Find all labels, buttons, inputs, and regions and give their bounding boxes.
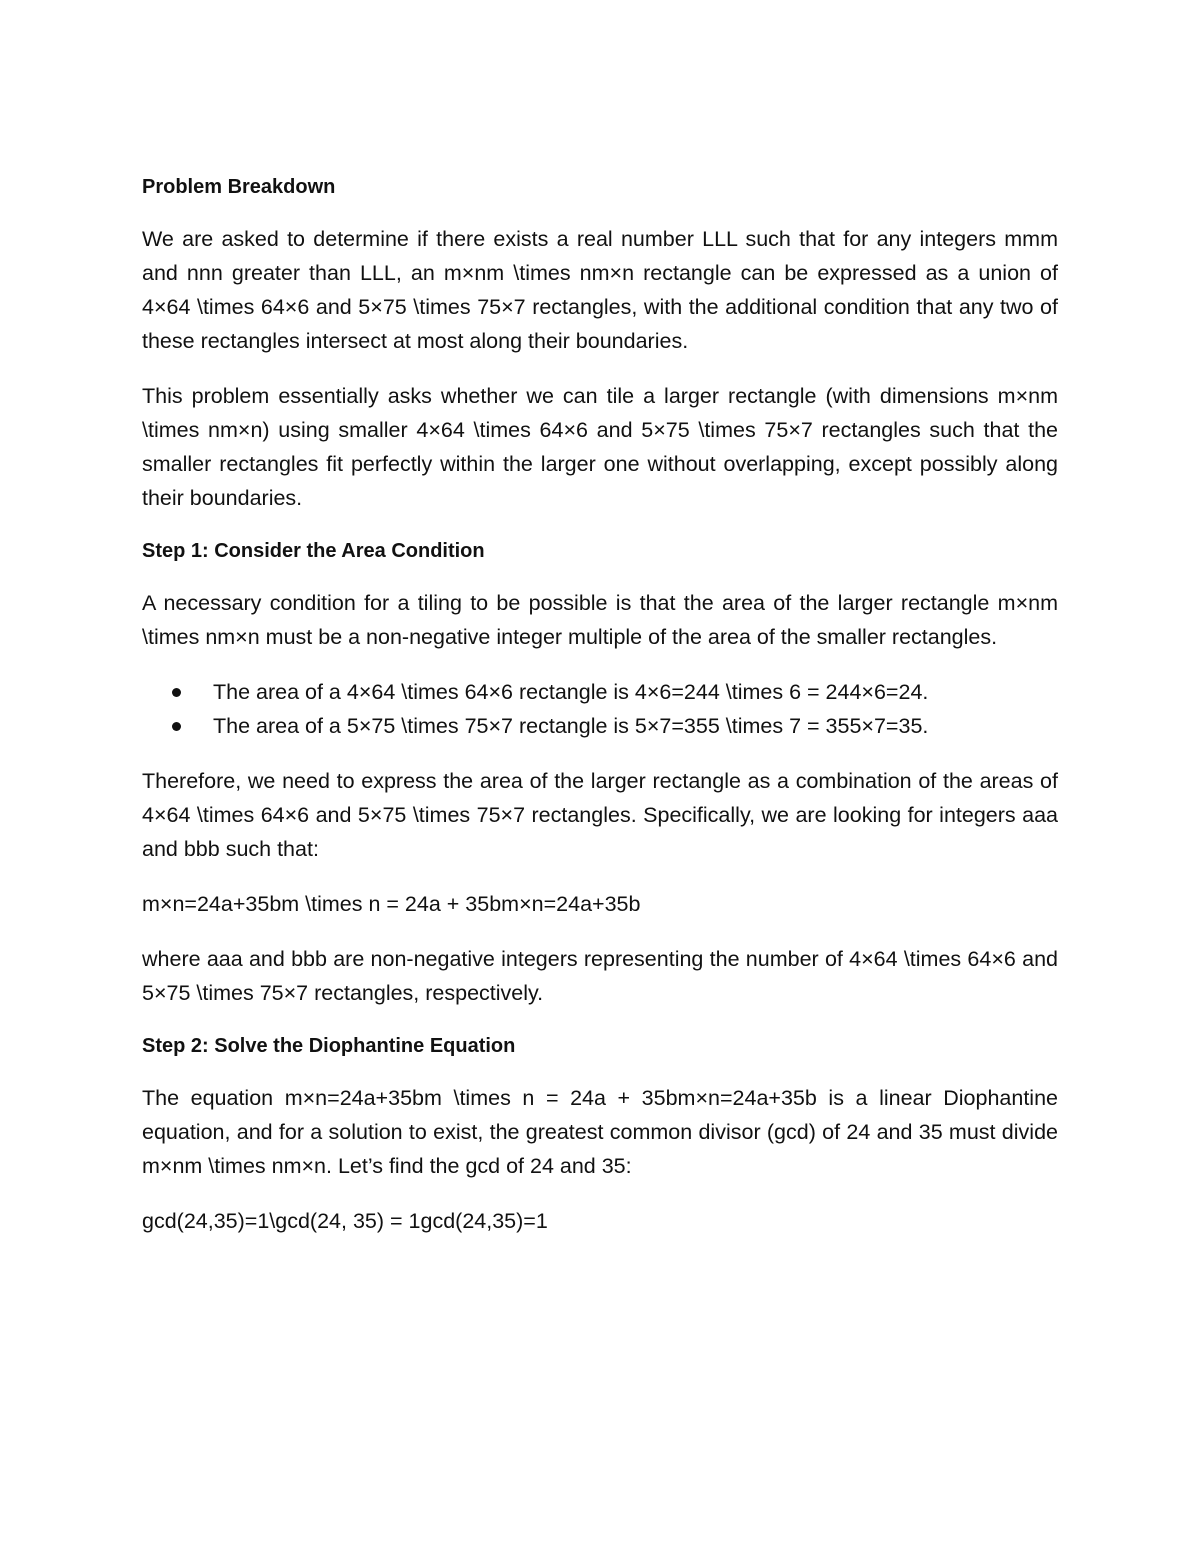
step1-paragraph-3: where aaa and bbb are non-negative integers representing the number of 4×64 \times 64×6 and 5×75 \times 75×7 rectangles, respectively.: [142, 947, 1058, 1005]
intro-paragraph-2: This problem essentially asks whether we can tile a larger rectangle (with dimensions m×nm \times nm×n) using smaller 4×64 \times 64×6 and 5×75 \times 75×7 rectangles such that the smaller rectangles fit perfectly within the larger one without overlapping, except possibly along their boundaries.: [142, 384, 1058, 510]
bullet-icon: [172, 688, 181, 697]
intro-paragraph-1: We are asked to determine if there exists a real number LLL such that for any integers mmm and nnn greater than LLL, an m×nm \times nm×n rectangle can be expressed as a union of 4×64 \times 64×6 and 5×75 \times 75×7 rectangles, with the additional condition that any two of these rectangles intersect at most along their boundaries.: [142, 227, 1058, 353]
step1-equation: m×n=24a+35bm \times n = 24a + 35bm×n=24a+35b: [142, 892, 641, 916]
step2-heading: Step 2: Solve the Diophantine Equation: [142, 1035, 516, 1057]
area-bullet-list: [142, 675, 1058, 743]
document-title: Problem Breakdown: [142, 176, 336, 198]
document-page: [142, 172, 1058, 1259]
step1-paragraph: A necessary condition for a tiling to be possible is that the area of the larger rectangle m×nm \times nm×n must be a non-negative integer multiple of the area of the smaller rectangles.: [142, 591, 1058, 649]
bullet-icon: [172, 722, 181, 731]
bullet-text: The area of a 5×75 \times 75×7 rectangle is 5×7=355 \times 7 = 355×7=35.: [213, 714, 929, 738]
step1-heading: Step 1: Consider the Area Condition: [142, 540, 485, 562]
list-item: [142, 709, 1058, 743]
step1-paragraph-2: Therefore, we need to express the area of the larger rectangle as a combination of the areas of 4×64 \times 64×6 and 5×75 \times 75×7 rectangles. Specifically, we are looking for integers aaa and bbb such that:: [142, 769, 1058, 861]
step2-equation: gcd(24,35)=1\gcd(24, 35) = 1gcd(24,35)=1: [142, 1209, 548, 1233]
list-item: [142, 675, 1058, 709]
step2-paragraph: The equation m×n=24a+35bm \times n = 24a + 35bm×n=24a+35b is a linear Diophantine equation, and for a solution to exist, the greatest common divisor (gcd) of 24 and 35 must divide m×nm \times nm×n. Let’s find the gcd of 24 and 35:: [142, 1086, 1058, 1178]
bullet-text: The area of a 4×64 \times 64×6 rectangle is 4×6=244 \times 6 = 244×6=24.: [213, 680, 929, 704]
